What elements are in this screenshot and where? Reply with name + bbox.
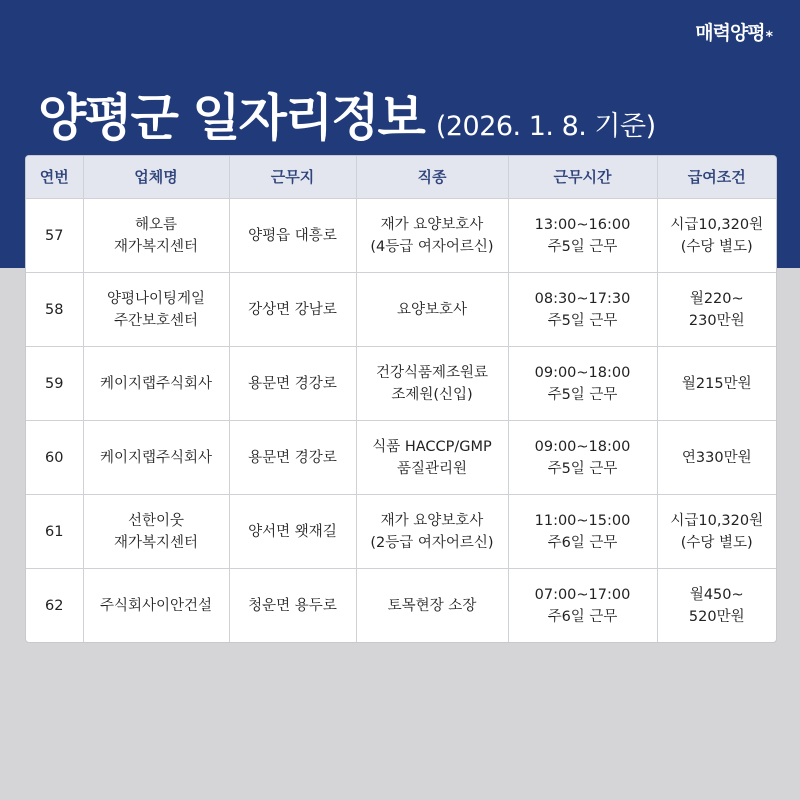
cell-text-line: 주6일 근무 [547, 608, 618, 625]
cell-company [83, 273, 229, 347]
cell-text-line: 주6일 근무 [547, 534, 618, 551]
cell-no: 60 [26, 421, 83, 495]
cell-pay [657, 495, 776, 569]
cell-hours [508, 273, 657, 347]
cell-job [356, 347, 508, 421]
title-row [38, 78, 656, 158]
cell-no: 61 [26, 495, 83, 569]
cell-location [229, 421, 356, 495]
cell-text-line: (수당 별도) [680, 534, 753, 551]
cell-text-line: 주5일 근무 [547, 312, 618, 329]
cell-no: 57 [26, 199, 83, 273]
cell-text-line: 주5일 근무 [547, 386, 618, 403]
cell-hours [508, 421, 657, 495]
table-header-row [26, 156, 776, 199]
cell-text-line: (수당 별도) [680, 238, 753, 255]
cell-company [83, 569, 229, 643]
header-no: 연번 [26, 156, 83, 199]
cell-text-line: 520만원 [688, 608, 745, 625]
cell-text-line: 재가 요양보호사 [380, 512, 484, 529]
cell-text-line: 11:00~15:00 [534, 512, 631, 529]
cell-text-line: (4등급 여자어르신) [370, 238, 494, 255]
cell-text-line: 주간보호센터 [113, 312, 199, 329]
logo-text: 매력양평 [695, 22, 765, 44]
cell-text-line: 시급10,320원 [670, 216, 764, 233]
cell-text-line: 230만원 [688, 312, 745, 329]
cell-text-line: 식품 HACCP/GMP [372, 438, 492, 455]
cell-text-line: 시급10,320원 [670, 512, 764, 529]
header-company: 업체명 [83, 156, 229, 199]
cell-pay [657, 199, 776, 273]
cell-text-line: 품질관리원 [396, 460, 468, 477]
cell-job [356, 569, 508, 643]
cell-hours [508, 347, 657, 421]
table-row [26, 347, 776, 421]
table-row [26, 495, 776, 569]
table-row [26, 199, 776, 273]
cell-text-line: 양평읍 대흥로 [248, 227, 337, 244]
cell-text-line: 청운면 용두로 [248, 597, 337, 614]
cell-company [83, 495, 229, 569]
cell-text-line: 09:00~18:00 [534, 438, 631, 455]
cell-text-line: 월220~ [689, 290, 744, 307]
job-table [26, 156, 776, 642]
cell-text-line: 연330만원 [681, 449, 752, 466]
cell-no: 62 [26, 569, 83, 643]
header-pay: 급여조건 [657, 156, 776, 199]
cell-text-line: 용문면 경강로 [248, 449, 337, 466]
cell-no: 58 [26, 273, 83, 347]
cell-location [229, 273, 356, 347]
cell-text-line: 08:30~17:30 [534, 290, 631, 307]
cell-hours [508, 569, 657, 643]
cell-pay [657, 273, 776, 347]
cell-company [83, 421, 229, 495]
cell-text-line: 조제원(신입) [391, 386, 473, 403]
header-hours: 근무시간 [508, 156, 657, 199]
cell-pay [657, 569, 776, 643]
cell-text-line: 선한이웃 [127, 512, 185, 529]
cell-text-line: 재가 요양보호사 [380, 216, 484, 233]
job-table-container [25, 155, 777, 643]
table-row [26, 273, 776, 347]
cell-text-line: 토목현장 소장 [387, 597, 477, 614]
cell-text-line: 해오름 [134, 216, 178, 233]
cell-text-line: 월450~ [689, 586, 744, 603]
table-row [26, 569, 776, 643]
cell-company [83, 199, 229, 273]
cell-text-line: 주식회사이안건설 [99, 597, 213, 614]
cell-text-line: 건강식품제조원료 [375, 364, 489, 381]
header-location: 근무지 [229, 156, 356, 199]
header-job: 직종 [356, 156, 508, 199]
date-subtitle: (2026. 1. 8. 기준) [435, 111, 656, 142]
cell-text-line: 주5일 근무 [547, 460, 618, 477]
cell-text-line: (2등급 여자어르신) [370, 534, 494, 551]
cell-text-line: 주5일 근무 [547, 238, 618, 255]
cell-text-line: 재가복지센터 [113, 238, 199, 255]
cell-text-line: 용문면 경강로 [248, 375, 337, 392]
cell-location [229, 495, 356, 569]
cell-location [229, 569, 356, 643]
cell-text-line: 07:00~17:00 [534, 586, 631, 603]
cell-job [356, 199, 508, 273]
page-title: 양평군 일자리정보 [38, 89, 424, 147]
cell-text-line: 케이지랩주식회사 [99, 449, 213, 466]
cell-text-line: 양평나이팅게일 [106, 290, 206, 307]
cell-text-line: 월215만원 [681, 375, 752, 392]
cell-company [83, 347, 229, 421]
cell-pay [657, 421, 776, 495]
cell-no: 59 [26, 347, 83, 421]
cell-job [356, 495, 508, 569]
cell-hours [508, 199, 657, 273]
logo-star-icon: * [765, 29, 772, 45]
cell-text-line: 양서면 왯재길 [248, 523, 337, 540]
cell-job [356, 421, 508, 495]
cell-text-line: 요양보호사 [396, 301, 468, 318]
cell-hours [508, 495, 657, 569]
brand-logo [695, 18, 772, 45]
cell-text-line: 13:00~16:00 [534, 216, 631, 233]
cell-text-line: 강상면 강남로 [248, 301, 337, 318]
cell-text-line: 케이지랩주식회사 [99, 375, 213, 392]
cell-text-line: 재가복지센터 [113, 534, 199, 551]
cell-pay [657, 347, 776, 421]
cell-location [229, 199, 356, 273]
cell-location [229, 347, 356, 421]
table-row [26, 421, 776, 495]
cell-job [356, 273, 508, 347]
cell-text-line: 09:00~18:00 [534, 364, 631, 381]
